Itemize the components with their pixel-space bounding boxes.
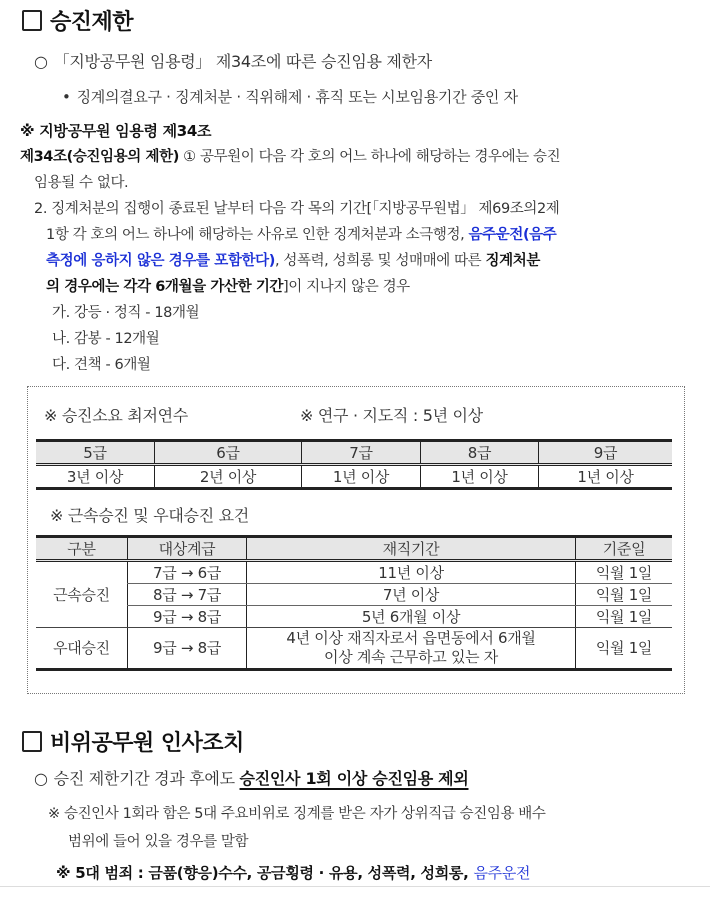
dot-bullet-item <box>62 86 518 107</box>
min-years-label: ※ 승진소요 최저연수 <box>44 406 188 425</box>
table-cell: 7급 → 6급 <box>128 561 247 584</box>
table-cell: 익월 1일 <box>576 606 673 628</box>
article-line-1 <box>20 145 560 166</box>
requirements-label: ※ 근속승진 및 우대승진 요건 <box>50 506 249 525</box>
note-1-line-2: 범위에 들어 있을 경우를 말함 <box>68 834 249 850</box>
table-row <box>36 561 672 584</box>
table-cell: 익월 1일 <box>576 561 673 584</box>
clause-text: 1항 각 호의 어느 하나에 해당하는 사유로 인한 징계처분과 소극행정, <box>46 227 469 243</box>
highlight-refusal: 측정에 응하지 않은 경우를 포함한다) <box>46 253 275 269</box>
section-heading-promotion-restriction <box>22 5 133 36</box>
circle-bullet-icon: ○ <box>34 769 48 788</box>
table-cell: 2년 이상 <box>155 465 302 489</box>
bold-text: 징계처분 <box>485 253 540 269</box>
table-row <box>36 628 672 670</box>
table-cell-group: 우대승진 <box>53 638 110 657</box>
table-header: 9급 <box>539 441 673 465</box>
table-header: 8급 <box>421 441 539 465</box>
table-cell-group: 근속승진 <box>36 561 128 628</box>
highlight-drunk-driving: 음주운전(음주 <box>468 227 557 243</box>
table-header-row <box>36 537 672 561</box>
page-divider <box>0 886 710 887</box>
table-header: 7급 <box>302 441 421 465</box>
checkbox-square-icon <box>22 10 42 31</box>
clause2-line-3 <box>46 249 540 270</box>
circle-bullet-icon: ○ <box>34 52 48 71</box>
bullet-text: 징계의결요구 · 징계처분 · 직위해제 · 휴직 또는 시보임용기간 중인 자 <box>76 88 518 106</box>
table-header: 재직기간 <box>247 537 576 561</box>
table-row <box>36 584 672 606</box>
table-row <box>36 465 672 489</box>
circle-item <box>34 766 469 789</box>
period-line-1: 4년 이상 재직자로서 읍면동에서 6개월 <box>286 629 536 647</box>
table-cell: 9급 → 8급 <box>128 606 247 628</box>
research-label: ※ 연구 · 지도직 : 5년 이상 <box>300 406 483 425</box>
section-title: 비위공무원 인사조치 <box>50 731 244 756</box>
table-header: 구분 <box>36 537 128 561</box>
table-cell: 익월 1일 <box>576 628 673 670</box>
clause-text: , 성폭력, 성희롱 및 성매매에 따른 <box>274 253 486 269</box>
table-header-row <box>36 441 672 465</box>
article-title: 제34조(승진임용의 제한) <box>20 149 179 165</box>
item-text: 승진 제한기간 경과 후에도 <box>53 769 240 788</box>
table-header: 5급 <box>36 441 155 465</box>
table-cell: 5년 6개월 이상 <box>247 606 576 628</box>
table-header: 6급 <box>155 441 302 465</box>
note-1-line-1: ※ 승진인사 1회라 함은 5대 주요비위로 징계를 받은 자가 상위직급 승진임용 배수 <box>48 806 546 822</box>
checkbox-square-icon <box>22 731 42 752</box>
dot-bullet-icon: • <box>62 88 71 106</box>
section-title: 승진제한 <box>50 10 134 35</box>
highlight-drunk-driving: 음주운전 <box>473 864 531 882</box>
table-cell: 1년 이상 <box>302 465 421 489</box>
circle-item <box>34 49 432 72</box>
table-cell: 9급 → 8급 <box>128 628 247 670</box>
table-cell: 익월 1일 <box>576 584 673 606</box>
table-cell: 3년 이상 <box>66 468 124 486</box>
bold-text: 의 경우에는 각각 6개월을 가산한 기간 <box>46 279 284 295</box>
period-line-2: 이상 계속 근무하고 있는 자 <box>324 648 498 666</box>
sub-item-b: 나. 감봉 - 12개월 <box>52 331 160 347</box>
min-years-table <box>36 439 672 490</box>
sub-item-c: 다. 견책 - 6개월 <box>52 357 151 373</box>
section-heading-misconduct-personnel <box>22 726 244 757</box>
clause2-line-4 <box>46 275 410 296</box>
promotion-requirements-panel <box>27 386 685 694</box>
table-cell: 7년 이상 <box>247 584 576 606</box>
table-cell: 1년 이상 <box>421 465 539 489</box>
law-heading: ※ 지방공무원 임용령 제34조 <box>20 122 212 140</box>
sub-item-a: 가. 강등 · 정직 - 18개월 <box>52 305 200 321</box>
clause-text: ]이 지나지 않은 경우 <box>283 279 410 295</box>
table-row <box>36 606 672 628</box>
article-line-2: 임용될 수 없다. <box>34 175 129 191</box>
table-cell: 11년 이상 <box>247 561 576 584</box>
table-header: 기준일 <box>576 537 673 561</box>
table-cell: 1년 이상 <box>539 465 673 489</box>
table-cell: 8급 → 7급 <box>128 584 247 606</box>
emphasized-text: 승진인사 1회 이상 승진임용 제외 <box>239 769 469 788</box>
clause2-line-2 <box>46 223 556 244</box>
table-header: 대상계급 <box>128 537 247 561</box>
clause2-line-1: 2. 징계처분의 집행이 종료된 날부터 다음 각 목의 기간[「지방공무원법」 제69조의2제 <box>34 201 560 217</box>
item-text: 「지방공무원 임용령」 제34조에 따른 승진임용 제한자 <box>53 52 432 71</box>
article-text: ① 공무원이 다음 각 호의 어느 하나에 해당하는 경우에는 승진 <box>178 149 561 165</box>
requirements-table <box>36 535 672 671</box>
table-cell-period <box>247 628 576 670</box>
note-text: ※ 5대 범죄 : 금품(향응)수수, 공금횡령 · 유용, 성폭력, 성희롱, <box>56 864 474 882</box>
note-2 <box>56 862 530 883</box>
